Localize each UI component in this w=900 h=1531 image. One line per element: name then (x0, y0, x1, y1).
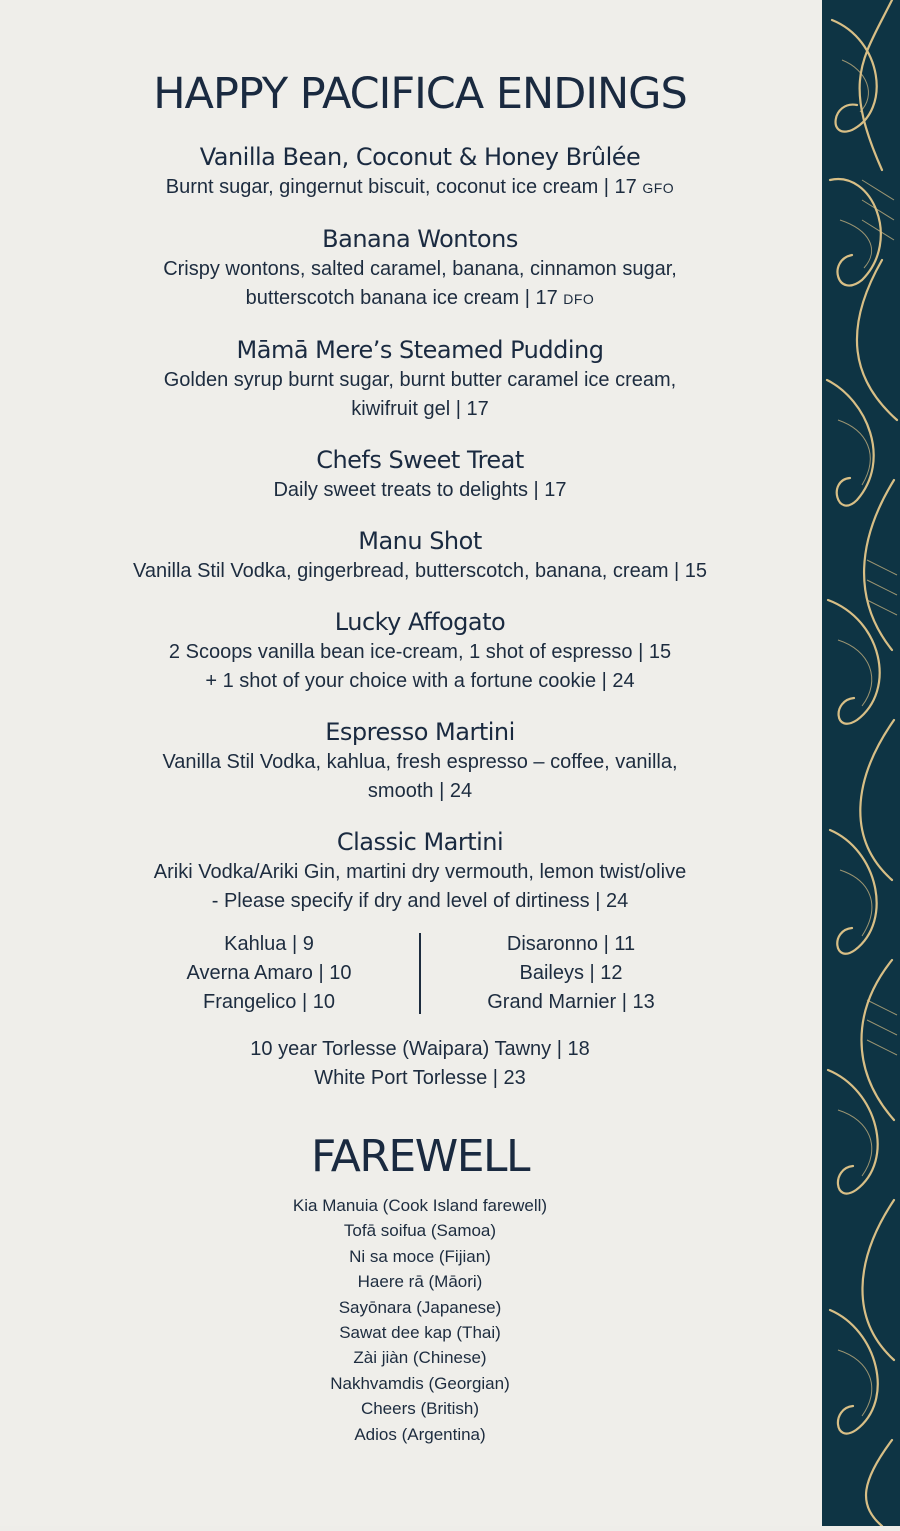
item-description-text: Burnt sugar, gingernut biscuit, coconut ice cream | 17 (165, 176, 637, 198)
liqueur-item: Kahlua | 9 (224, 933, 314, 955)
menu-content (20, 68, 820, 1447)
port-item: White Port Torlesse | 23 (314, 1067, 526, 1089)
item-description: Vanilla Stil Vodka, kahlua, fresh espresso – coffee, vanilla, (162, 751, 678, 773)
liqueur-item: Frangelico | 10 (203, 991, 335, 1013)
dietary-tag: GFO (642, 180, 675, 196)
liqueur-item: Disaronno | 11 (506, 933, 636, 955)
farewell-item: Nakhvamdis (Georgian) (330, 1373, 510, 1393)
item-name: Chefs Sweet Treat (316, 446, 524, 474)
port-item: 10 year Torlesse (Waipara) Tawny | 18 (250, 1038, 590, 1060)
item-description: 2 Scoops vanilla bean ice-cream, 1 shot of espresso | 15 (168, 641, 672, 663)
item-description (20, 255, 820, 284)
farewell-item: Sayōnara (Japanese) (338, 1297, 502, 1317)
item-name: Classic Martini (336, 828, 504, 856)
menu-item (20, 606, 820, 696)
liqueur-item: Baileys | 12 (519, 962, 623, 984)
item-name: Lucky Affogato (334, 608, 506, 636)
item-name: Espresso Martini (325, 718, 515, 746)
liqueur-item: Grand Marnier | 13 (487, 991, 655, 1013)
menu-item (20, 141, 820, 203)
pattern-border (822, 0, 900, 1526)
farewell-item: Sawat dee kap (Thai) (339, 1323, 501, 1343)
item-name: Vanilla Bean, Coconut & Honey Brûlée (199, 143, 641, 171)
item-description: Vanilla Stil Vodka, gingerbread, butterscotch, banana, cream | 15 (132, 560, 708, 582)
item-description: + 1 shot of your choice with a fortune cookie | 24 (205, 670, 635, 692)
item-description: Daily sweet treats to delights | 17 (273, 479, 567, 501)
item-description: Ariki Vodka/Ariki Gin, martini dry vermouth, lemon twist/olive (153, 861, 687, 883)
item-description (20, 284, 820, 314)
menu-item (20, 826, 820, 916)
item-name: Māmā Mere’s Steamed Pudding (236, 336, 604, 364)
farewell-item: Tofā soifua (Samoa) (343, 1221, 497, 1241)
item-description (20, 173, 820, 203)
dietary-tag: DFO (563, 291, 595, 307)
menu-item (20, 525, 820, 586)
column-divider (419, 933, 421, 1014)
item-description: kiwifruit gel | 17 (351, 398, 489, 420)
farewell-item: Cheers (British) (360, 1399, 480, 1419)
item-description: Golden syrup burnt sugar, burnt butter caramel ice cream, (163, 369, 677, 391)
liqueur-list (20, 930, 820, 1017)
item-description-text: butterscotch banana ice cream | 17 (245, 287, 558, 309)
port-list (20, 1035, 820, 1093)
liqueur-column-right (441, 930, 701, 1017)
farewell-list (20, 1193, 820, 1447)
menu-item (20, 444, 820, 505)
farewell-item: Haere rā (Māori) (357, 1272, 483, 1292)
menu-item (20, 716, 820, 806)
liqueur-column-left (139, 930, 399, 1017)
liqueur-item: Averna Amaro | 10 (186, 962, 352, 984)
item-description: smooth | 24 (367, 780, 473, 802)
koru-pattern-icon (822, 0, 900, 1526)
page-title: HAPPY PACIFICA ENDINGS (153, 69, 687, 119)
menu-item (20, 334, 820, 424)
dessert-menu (20, 141, 820, 916)
farewell-item: Zài jiàn (Chinese) (353, 1348, 487, 1368)
farewell-item: Kia Manuia (Cook Island farewell) (292, 1196, 548, 1215)
item-name: Manu Shot (358, 527, 482, 555)
item-description: - Please specify if dry and level of dirtiness | 24 (211, 890, 629, 912)
menu-item (20, 223, 820, 314)
farewell-title: FAREWELL (310, 1131, 530, 1182)
farewell-item: Adios (Argentina) (354, 1424, 486, 1444)
item-description-text: Crispy wontons, salted caramel, banana, cinnamon sugar, (163, 258, 677, 280)
item-name: Banana Wontons (322, 225, 518, 253)
farewell-item: Ni sa moce (Fijian) (349, 1246, 491, 1266)
